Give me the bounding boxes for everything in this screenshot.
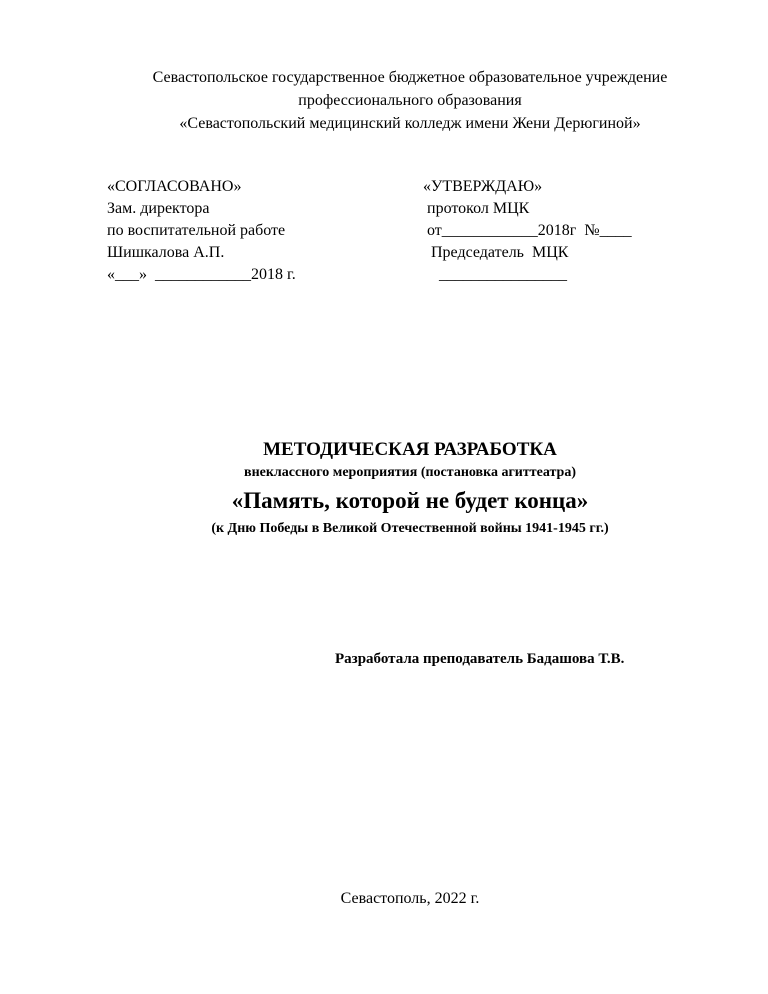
institution-line-1: Севастопольское государственное бюджетное образовательное учреждение	[152, 69, 668, 86]
approved-heading: «УТВЕРЖДАЮ»	[423, 178, 543, 195]
agreed-line-2: по воспитательной работе	[107, 222, 286, 239]
title-block	[0, 437, 768, 539]
agreed-line-1: Зам. директора	[107, 200, 210, 217]
agreed-date-line: «___» ____________2018 г.	[107, 266, 296, 283]
approved-line-3: Председатель МЦК	[423, 244, 569, 261]
institution-line-3: «Севастопольский медицинский колледж имени Жени Дерюгиной»	[179, 115, 641, 132]
approved-signature-line: ________________	[423, 266, 567, 283]
institution-header	[0, 66, 768, 135]
event-name: «Память, которой не будет конца»	[231, 488, 589, 513]
place-year: Севастополь, 2022 г.	[340, 890, 480, 907]
document-title: МЕТОДИЧЕСКАЯ РАЗРАБОТКА	[263, 439, 557, 460]
event-occasion: (к Дню Победы в Великой Отечественной войны 1941-1945 гг.)	[211, 521, 609, 536]
author-line: Разработала преподаватель Бадашова Т.В.	[335, 651, 625, 667]
approved-line-2: от____________2018г №____	[423, 222, 632, 239]
agreed-heading: «СОГЛАСОВАНО»	[107, 178, 242, 195]
agreed-line-3: Шишкалова А.П.	[107, 244, 225, 261]
institution-line-2: профессионального образования	[298, 92, 522, 109]
document-subtitle: внеклассного мероприятия (постановка агиттеатра)	[244, 465, 576, 480]
approval-agreed-block	[107, 176, 296, 286]
approval-approved-block	[423, 176, 632, 286]
approved-line-1: протокол МЦК	[423, 200, 530, 217]
